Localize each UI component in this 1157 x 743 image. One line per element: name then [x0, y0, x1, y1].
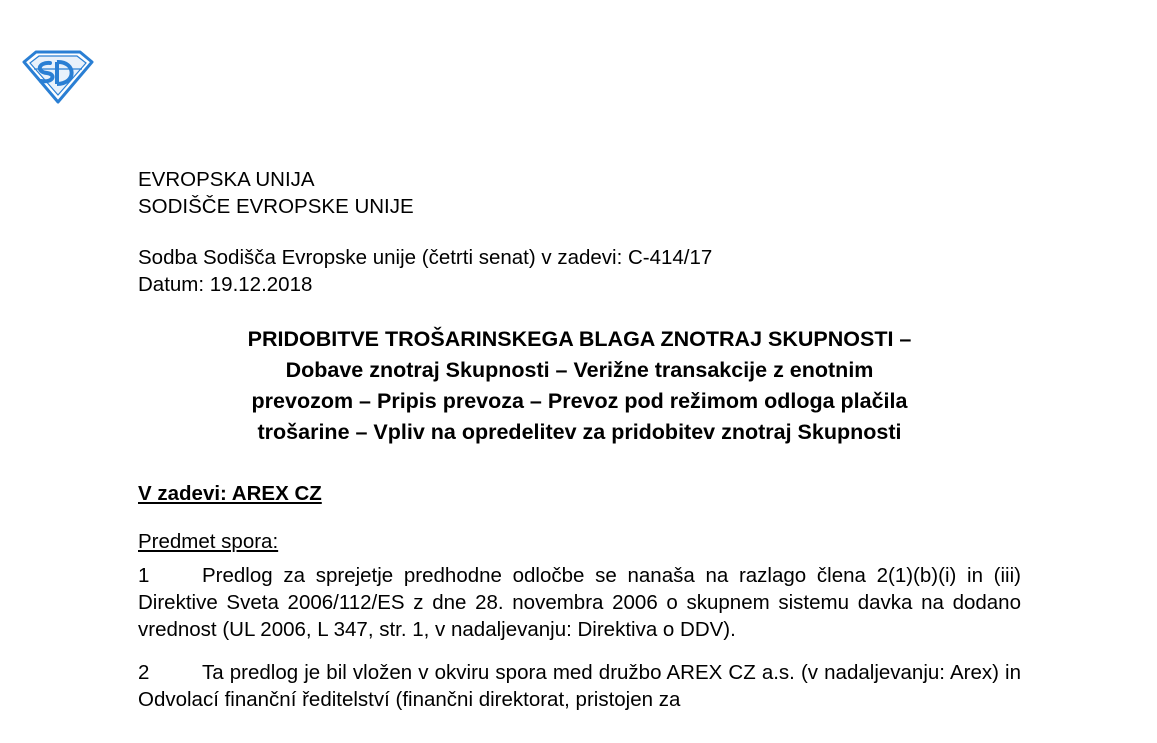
judgment-info	[138, 244, 1021, 298]
paragraph	[138, 562, 1021, 643]
title-line: PRIDOBITVE TROŠARINSKEGA BLAGA ZNOTRAJ SKUPNOSTI –	[247, 327, 912, 351]
union-name: EVROPSKA UNIJA	[138, 168, 315, 191]
paragraph-number: 2	[138, 661, 150, 684]
case-heading: V zadevi: AREX CZ	[138, 482, 322, 505]
paragraph-text: Ta predlog je bil vložen v okviru spora med družbo AREX CZ a.s. (v nadaljevanju: Arex) in Odvolací finanční ředitelství (finančni direktorat, pristojen za	[138, 661, 1021, 711]
paragraph	[138, 659, 1021, 713]
title-line: Dobave znotraj Skupnosti – Verižne transakcije z enotnim	[285, 358, 874, 382]
document-body	[138, 166, 1021, 713]
paragraph-text: Predlog za sprejetje predhodne odločbe se nanaša na razlago člena 2(1)(b)(i) in (iii) Direktive Sveta 2006/112/ES z dne 28. novembra 2006 o skupnem sistemu davka na dodano vrednost (UL 2006, L 347, str. 1, v nadaljevanju: Direktiva o DDV).	[138, 564, 1021, 641]
judgment-date: Datum: 19.12.2018	[138, 273, 313, 296]
court-name: SODIŠČE EVROPSKE UNIJE	[138, 195, 414, 218]
diamond-emblem-logo-icon	[20, 48, 96, 104]
title-line: prevozom – Pripis prevoza – Prevoz pod režimom odloga plačila	[251, 389, 908, 413]
address-block	[138, 166, 1021, 220]
subject-heading: Predmet spora:	[138, 530, 279, 553]
title-line: trošarine – Vpliv na opredelitev za pridobitev znotraj Skupnosti	[257, 420, 902, 444]
paragraph-number: 1	[138, 564, 150, 587]
court-logo	[20, 48, 96, 104]
judgment-reference: Sodba Sodišča Evropske unije (četrti senat) v zadevi: C-414/17	[138, 246, 713, 269]
document-title	[138, 324, 1021, 448]
